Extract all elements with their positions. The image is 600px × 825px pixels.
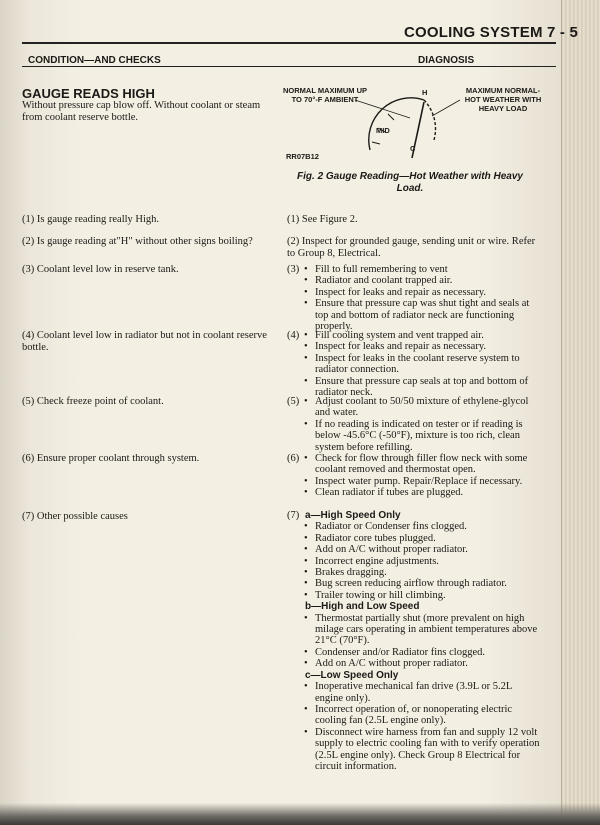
check-2: (2) Inspect for grounded gauge, sending unit or wire. Refer to Group 8, Electrical. [287,236,536,259]
check-6-item: • Inspect water pump. Repair/Replace if necessary. [287,476,542,487]
right-subheader: DIAGNOSIS [418,55,475,66]
figure-label-mid: MID [376,126,390,135]
condition-7: (7) Other possible causes [22,511,128,522]
figure-label-h: H [422,88,428,97]
scan-bottom-shadow [0,803,600,825]
left-subheader: CONDITION—AND CHECKS [28,55,161,66]
check-5-number: (5) [287,396,300,407]
check-3 [287,264,542,332]
condition-1: (1) Is gauge reading really High. [22,214,160,225]
check-7b-item: • Condenser and/or Radiator fins clogged. [287,647,542,658]
check-5-item: • If no reading is indicated on tester or if reading is below -45.6°C (-50°F), mixture is too rich, clean system before refilling. [287,419,542,453]
check-6-item: • Check for flow through filler flow neck with some coolant removed and thermostat open. [287,453,542,476]
figure-label-maximum: MAXIMUM NORMAL-HOT WEATHER WITH HEAVY LOAD [464,86,542,113]
check-7b-title: b—High and Low Speed [305,601,420,613]
page-binding-edge [561,0,600,825]
check-4-item: • Inspect for leaks and repair as necessary. [287,341,542,352]
check-7c-item: • Disconnect wire harness from fan and supply 12 volt supply to electric cooling fan with to verify operation (2.5L engine only). Check Group 8 Electrical for circuit information. [287,727,542,773]
figure-label-normal: NORMAL MAXIMUM UP TO 70°-F AMBIENT [282,86,368,104]
check-7c-title: c—Low Speed Only [305,669,399,681]
check-7a-item: • Brakes dragging. [287,567,542,578]
check-6-number: (6) [287,453,300,464]
check-7a-item: • Bug screen reducing airflow through radiator. [287,578,542,589]
check-1: (1) See Figure 2. [287,214,358,225]
check-4-item: • Ensure that pressure cap seals at top and bottom of radiator neck. [287,376,542,399]
check-5-item: • Adjust coolant to 50/50 mixture of ethylene-glycol and water. [287,396,542,419]
check-7a-title: a—High Speed Only [305,510,401,521]
condition-6: (6) Ensure proper coolant through system. [22,453,200,464]
check-4 [287,330,542,398]
check-6-item: • Clean radiator if tubes are plugged. [287,487,542,498]
check-7a-item: • Add on A/C without proper radiator. [287,544,542,555]
check-4-item: • Inspect for leaks in the coolant reserve system to radiator connection. [287,353,542,376]
check-3-item: • Inspect for leaks and repair as necessary. [287,287,542,298]
check-7c-item: • Inoperative mechanical fan drive (3.9L or 5.2L engine only). [287,681,542,704]
check-4-item: • Fill cooling system and vent trapped air. [287,330,542,341]
check-3-number: (3) [287,264,300,275]
condition-2: (2) Is gauge reading at"H" without other signs boiling? [22,236,253,247]
check-7b-item: • Add on A/C without proper radiator. [287,658,542,669]
check-7a-item: • Radiator or Condenser fins clogged. [287,521,542,532]
check-3-item: • Radiator and coolant trapped air. [287,275,542,286]
check-4-number: (4) [287,330,300,341]
figure-ref: RR07B12 [286,152,319,161]
condition-3: (3) Coolant level low in reserve tank. [22,264,179,275]
gauge-section-intro: Without pressure cap blow off. Without coolant or steam from coolant reserve bottle. [22,100,261,123]
subheader-rule [22,66,556,67]
check-7-number: (7) [287,510,300,521]
check-7a-item: • Incorrect engine adjustments. [287,556,542,567]
check-5 [287,396,542,453]
check-7a-item: • Radiator core tubes plugged. [287,533,542,544]
check-3-item: • Ensure that pressure cap was shut tight and seals at top and bottom of radiator neck are functioning properly. [287,298,542,332]
header-rule [22,42,556,44]
figure-caption: Fig. 2 Gauge Reading—Hot Weather with Heavy Load. [297,171,523,194]
check-7 [287,510,542,772]
check-3-item: • Fill to full remembering to vent [287,264,542,275]
check-7a-item: • Trailer towing or hill climbing. [287,590,542,601]
section-title: COOLING SYSTEM 7 - 5 [404,24,579,41]
check-7b-item: • Thermostat partially shut (more prevalent on high milage cars operating in ambient temperatures above 21°C (70°F). [287,613,542,647]
check-6 [287,453,542,499]
condition-5: (5) Check freeze point of coolant. [22,396,164,407]
gauge-section-title: GAUGE READS HIGH [22,86,155,101]
check-7c-item: • Incorrect operation of, or nonoperating electric cooling fan (2.5L engine only). [287,704,542,727]
figure-label-c: C [410,144,416,153]
condition-4: (4) Coolant level low in radiator but not in coolant reserve bottle. [22,330,267,353]
